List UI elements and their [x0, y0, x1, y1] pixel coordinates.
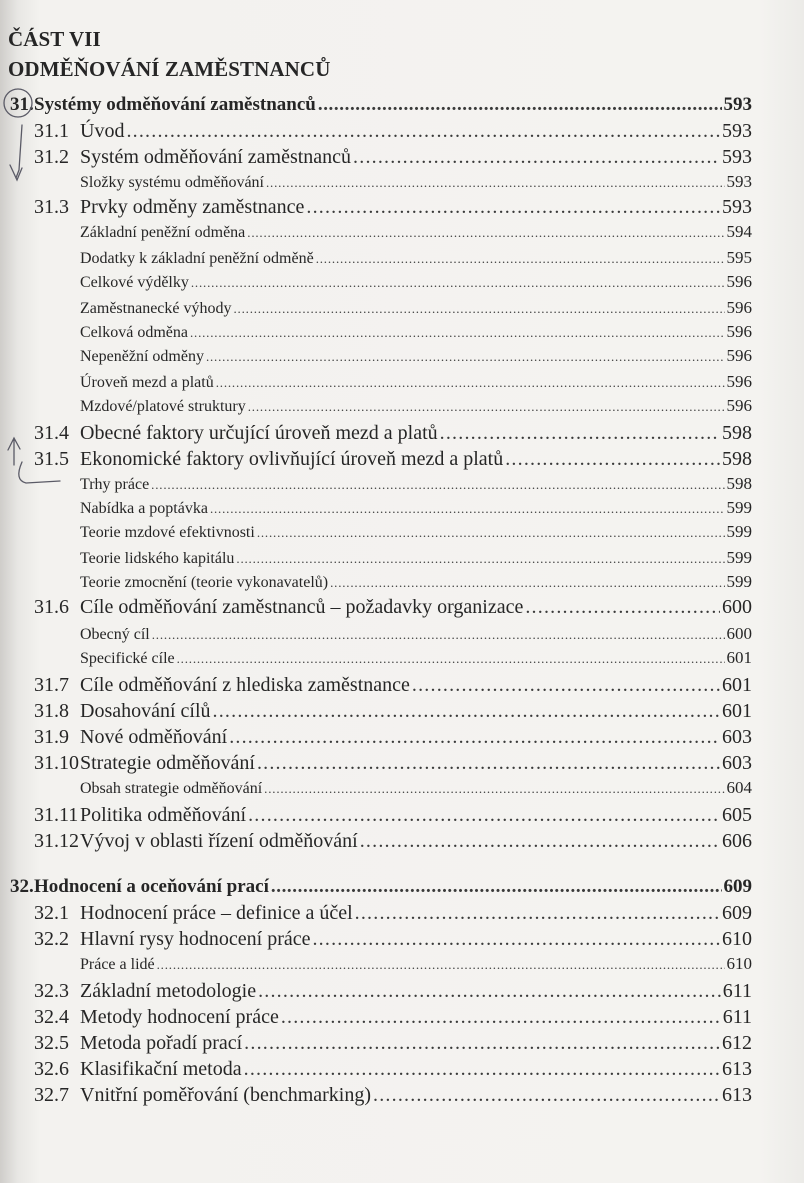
toc-entry-title: Zaměstnanecké výhody — [80, 300, 232, 317]
toc-subsection-entry — [0, 474, 804, 500]
toc-dot-leader — [191, 275, 725, 291]
toc-entry-title: Hodnocení práce – definice a účel — [80, 902, 353, 924]
toc-entry-title: Cíle odměňování z hlediska zaměstnance — [80, 674, 410, 696]
toc-dot-leader — [258, 980, 721, 1003]
toc-entry-number: 31.1 — [34, 120, 69, 142]
toc-dot-leader — [312, 928, 720, 951]
toc-section-entry — [0, 674, 804, 700]
toc-entry-page: 598 — [722, 448, 752, 470]
toc-entry-page: 596 — [726, 298, 752, 317]
toc-entry-page: 593 — [722, 196, 752, 218]
toc-entry-page: 600 — [726, 624, 752, 643]
toc-chapter-entry — [0, 876, 804, 902]
toc-dot-leader — [216, 375, 725, 391]
toc-subsection-entry — [0, 548, 804, 574]
toc-entry-page: 604 — [726, 778, 752, 797]
toc-entry-page: 596 — [726, 372, 752, 391]
toc-entry-title: Systém odměňování zaměstnanců — [80, 146, 352, 168]
toc-entry-page: 612 — [722, 1032, 752, 1054]
toc-entry-title: Ekonomické faktory ovlivňující úroveň mezd a platů — [80, 448, 504, 470]
toc-dot-leader — [248, 399, 725, 415]
toc-entry-number: 32.2 — [34, 928, 69, 950]
toc-entry-title: Obecné faktory určující úroveň mezd a platů — [80, 422, 438, 444]
toc-entry-page: 599 — [726, 522, 752, 541]
toc-entry-title: Vývoj v oblasti řízení odměňování — [80, 830, 358, 852]
toc-entry-title: Teorie lidského kapitálu — [80, 550, 235, 567]
toc-subsection-entry — [0, 624, 804, 650]
toc-dot-leader — [210, 501, 725, 517]
toc-entry-title: Teorie mzdové efektivnosti — [80, 524, 255, 541]
toc-dot-leader — [248, 804, 720, 827]
toc-dot-leader — [244, 1032, 720, 1055]
toc-entry-title: Dodatky k základní peněžní odměně — [80, 250, 314, 267]
toc-dot-leader — [525, 596, 720, 619]
toc-entry-page: 595 — [726, 248, 752, 267]
toc-entry-number: 31. — [10, 94, 34, 115]
toc-section-entry — [0, 1084, 804, 1110]
toc-dot-leader — [264, 781, 724, 797]
toc-section-entry — [0, 448, 804, 474]
toc-dot-leader — [306, 196, 720, 219]
toc-entry-title: Základní metodologie — [80, 980, 257, 1002]
toc-section-entry — [0, 120, 804, 146]
toc-section-entry — [0, 1032, 804, 1058]
toc-entry-number: 31.5 — [34, 448, 69, 470]
toc-entry-page: 605 — [722, 804, 752, 826]
toc-entry-page: 603 — [722, 726, 752, 748]
toc-entry-title: Nepeněžní odměny — [80, 348, 204, 365]
toc-subsection-entry — [0, 372, 804, 398]
toc-dot-leader — [373, 1084, 720, 1107]
toc-subsection-entry — [0, 954, 804, 980]
toc-entry-title: Prvky odměny zaměstnance — [80, 196, 305, 218]
toc-dot-leader — [330, 575, 724, 591]
toc-dot-leader — [281, 1006, 721, 1029]
toc-entry-page: 613 — [722, 1084, 752, 1106]
toc-entry-title: Obecný cíl — [80, 626, 150, 643]
toc-entry-page: 596 — [726, 396, 752, 415]
toc-entry-title: Nabídka a poptávka — [80, 500, 208, 517]
toc-entry-title: Strategie odměňování — [80, 752, 255, 774]
toc-dot-leader — [505, 448, 720, 471]
toc-subsection-entry — [0, 778, 804, 804]
toc-dot-leader — [316, 251, 725, 267]
toc-dot-leader — [126, 120, 720, 143]
toc-entry-page: 599 — [726, 498, 752, 517]
toc-subsection-entry — [0, 248, 804, 274]
toc-entry-page: 594 — [726, 222, 752, 241]
toc-entry-title: Hodnocení a oceňování prací — [34, 876, 269, 897]
toc-dot-leader — [412, 674, 720, 697]
toc-entry-number: 31.12 — [34, 830, 79, 852]
toc-dot-leader — [318, 94, 722, 116]
toc-subsection-entry — [0, 522, 804, 548]
part-title: ODMĚŇOVÁNÍ ZAMĚSTNANCŮ — [8, 57, 331, 81]
toc-entry-title: Složky systému odměňování — [80, 174, 264, 191]
toc-subsection-entry — [0, 222, 804, 248]
toc-dot-leader — [151, 477, 724, 493]
toc-subsection-entry — [0, 298, 804, 324]
toc-entry-number: 31.2 — [34, 146, 69, 168]
toc-entry-title: Práce a lidé — [80, 956, 155, 973]
toc-entry-page: 593 — [722, 146, 752, 168]
toc-entry-number: 31.11 — [34, 804, 79, 826]
toc-subsection-entry — [0, 498, 804, 524]
toc-section-entry — [0, 700, 804, 726]
toc-section-entry — [0, 422, 804, 448]
toc-section-entry — [0, 146, 804, 172]
toc-entry-title: Dosahování cílů — [80, 700, 211, 722]
toc-entry-title: Úvod — [80, 120, 125, 142]
toc-subsection-entry — [0, 572, 804, 598]
toc-entry-page: 593 — [723, 94, 752, 115]
toc-dot-leader — [244, 1058, 720, 1081]
toc-entry-title: Metoda pořadí prací — [80, 1032, 243, 1054]
toc-entry-number: 32.5 — [34, 1032, 69, 1054]
toc-dot-leader — [353, 146, 720, 169]
toc-dot-leader — [152, 627, 725, 643]
toc-entry-page: 599 — [726, 572, 752, 591]
toc-section-entry — [0, 726, 804, 752]
toc-entry-title: Úroveň mezd a platů — [80, 374, 214, 391]
toc-entry-number: 32.6 — [34, 1058, 69, 1080]
toc-entry-title: Teorie zmocnění (teorie vykonavatelů) — [80, 574, 329, 591]
toc-entry-number: 31.3 — [34, 196, 69, 218]
toc-entry-page: 601 — [726, 648, 752, 667]
toc-entry-title: Trhy práce — [80, 476, 150, 493]
toc-entry-number: 31.9 — [34, 726, 69, 748]
toc-dot-leader — [360, 830, 720, 853]
toc-dot-leader — [229, 726, 720, 749]
toc-subsection-entry — [0, 172, 804, 198]
toc-entry-title: Vnitřní poměřování (benchmarking) — [80, 1084, 372, 1106]
toc-entry-title: Politika odměňování — [80, 804, 247, 826]
toc-subsection-entry — [0, 322, 804, 348]
toc-entry-page: 593 — [722, 120, 752, 142]
toc-entry-title: Základní peněžní odměna — [80, 224, 246, 241]
toc-dot-leader — [257, 752, 720, 775]
toc-subsection-entry — [0, 648, 804, 674]
toc-dot-leader — [190, 325, 725, 341]
toc-section-entry — [0, 928, 804, 954]
toc-dot-leader — [177, 651, 725, 667]
toc-entry-page: 601 — [722, 700, 752, 722]
toc-entry-title: Mzdové/platové struktury — [80, 398, 246, 415]
toc-entry-number: 31.6 — [34, 596, 69, 618]
toc-entry-number: 32.1 — [34, 902, 69, 924]
toc-entry-page: 606 — [722, 830, 752, 852]
toc-entry-number: 31.4 — [34, 422, 69, 444]
toc-section-entry — [0, 1058, 804, 1084]
toc-dot-leader — [247, 225, 724, 241]
toc-dot-leader — [271, 876, 722, 898]
toc-entry-number: 31.10 — [34, 752, 79, 774]
toc-dot-leader — [440, 422, 720, 445]
toc-entry-page: 598 — [726, 474, 752, 493]
toc-entry-number: 32.4 — [34, 1006, 69, 1028]
toc-entry-page: 611 — [722, 980, 752, 1002]
toc-entry-title: Nové odměňování — [80, 726, 228, 748]
toc-entry-number: 31.7 — [34, 674, 69, 696]
toc-dot-leader — [266, 175, 725, 191]
toc-entry-number: 32.3 — [34, 980, 69, 1002]
toc-entry-page: 610 — [722, 928, 752, 950]
toc-dot-leader — [257, 525, 725, 541]
toc-entry-title: Cíle odměňování zaměstnanců – požadavky organizace — [80, 596, 524, 618]
toc-dot-leader — [157, 957, 725, 973]
toc-entry-page: 613 — [722, 1058, 752, 1080]
toc-dot-leader — [206, 349, 725, 365]
toc-entry-page: 596 — [726, 346, 752, 365]
toc-entry-page: 609 — [723, 876, 752, 897]
toc-subsection-entry — [0, 346, 804, 372]
toc-section-entry — [0, 596, 804, 622]
toc-entry-page: 596 — [726, 272, 752, 291]
toc-entry-page: 593 — [726, 172, 752, 191]
toc-entry-number: 32.7 — [34, 1084, 69, 1106]
toc-entry-title: Specifické cíle — [80, 650, 175, 667]
toc-entry-page: 601 — [722, 674, 752, 696]
toc-dot-leader — [355, 902, 720, 925]
toc-entry-title: Obsah strategie odměňování — [80, 780, 263, 797]
toc-entry-page: 596 — [726, 322, 752, 341]
toc-entry-title: Systémy odměňování zaměstnanců — [34, 94, 316, 115]
toc-section-entry — [0, 902, 804, 928]
toc-entry-page: 611 — [722, 1006, 752, 1028]
toc-entry-title: Celkové výdělky — [80, 274, 189, 291]
toc-entry-number: 31.8 — [34, 700, 69, 722]
toc-section-entry — [0, 752, 804, 778]
toc-entry-number: 32. — [10, 876, 34, 897]
toc-dot-leader — [213, 700, 720, 723]
toc-section-entry — [0, 196, 804, 222]
toc-dot-leader — [236, 551, 724, 567]
part-label: ČÁST VII — [8, 27, 101, 51]
toc-section-entry — [0, 830, 804, 856]
toc-entry-page: 610 — [726, 954, 752, 973]
toc-entry-title: Metody hodnocení práce — [80, 1006, 279, 1028]
toc-subsection-entry — [0, 396, 804, 422]
toc-entry-page: 603 — [722, 752, 752, 774]
toc-entry-title: Klasifikační metoda — [80, 1058, 242, 1080]
toc-chapter-entry — [0, 94, 804, 120]
toc-entry-page: 598 — [722, 422, 752, 444]
toc-section-entry — [0, 1006, 804, 1032]
toc-subsection-entry — [0, 272, 804, 298]
toc-section-entry — [0, 804, 804, 830]
toc-dot-leader — [234, 301, 725, 317]
toc-entry-title: Celková odměna — [80, 324, 188, 341]
toc-entry-page: 600 — [722, 596, 752, 618]
toc-entry-page: 609 — [722, 902, 752, 924]
toc-entry-page: 599 — [726, 548, 752, 567]
toc-entry-title: Hlavní rysy hodnocení práce — [80, 928, 311, 950]
toc-section-entry — [0, 980, 804, 1006]
